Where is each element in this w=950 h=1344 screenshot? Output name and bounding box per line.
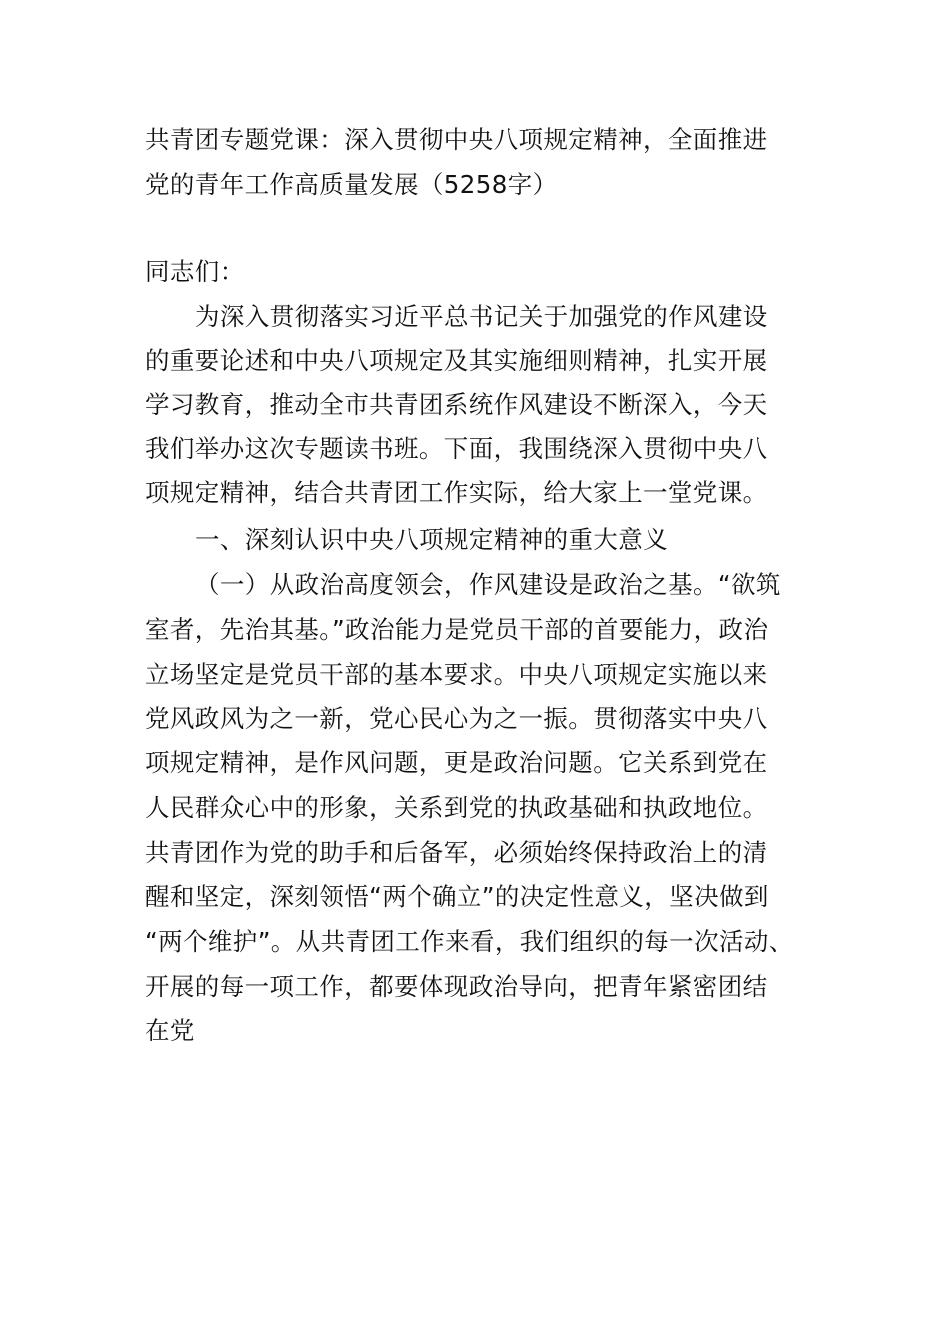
paragraph-line: 立场坚定是党员干部的基本要求。中央八项规定实施以来	[145, 660, 768, 689]
paragraph-line: 的重要论述和中央八项规定及其实施细则精神，扎实开展	[145, 346, 768, 375]
paragraph-line: 我们举办这次专题读书班。下面，我围绕深入贯彻中央八	[145, 434, 768, 463]
document-title-line-2: 党的青年工作高质量发展（5258字）	[145, 170, 558, 199]
section-heading: 一、深刻认识中央八项规定精神的重大意义	[195, 525, 669, 554]
paragraph-line: “两个维护”。从共青团工作来看，我们组织的每一次活动、	[145, 927, 794, 956]
paragraph-line: 项规定精神，是作风问题，更是政治问题。它关系到党在	[145, 748, 768, 777]
document-title-line-1: 共青团专题党课：深入贯彻中央八项规定精神，全面推进	[145, 125, 768, 154]
paragraph-line: 室者，先治其基。”政治能力是党员干部的首要能力，政治	[145, 615, 769, 644]
paragraph-line: 学习教育，推动全市共青团系统作风建设不断深入，今天	[145, 390, 768, 419]
paragraph-line: 在党	[145, 1016, 195, 1045]
subsection-heading-line: （一）从政治高度领会，作风建设是政治之基。“欲筑	[195, 570, 781, 599]
salutation: 同志们：	[145, 257, 245, 286]
paragraph-line: 党风政风为之一新，党心民心为之一振。贯彻落实中央八	[145, 704, 768, 733]
paragraph-line: 共青团作为党的助手和后备军，必须始终保持政治上的清	[145, 838, 768, 867]
paragraph-line: 为深入贯彻落实习近平总书记关于加强党的作风建设	[195, 302, 768, 331]
paragraph-line: 开展的每一项工作，都要体现政治导向，把青年紧密团结	[145, 972, 768, 1001]
paragraph-line: 人民群众心中的形象，关系到党的执政基础和执政地位。	[145, 793, 768, 822]
paragraph-line: 醒和坚定，深刻领悟“两个确立”的决定性意义，坚决做到	[145, 882, 769, 911]
paragraph-line: 项规定精神，结合共青团工作实际，给大家上一堂党课。	[145, 478, 768, 507]
